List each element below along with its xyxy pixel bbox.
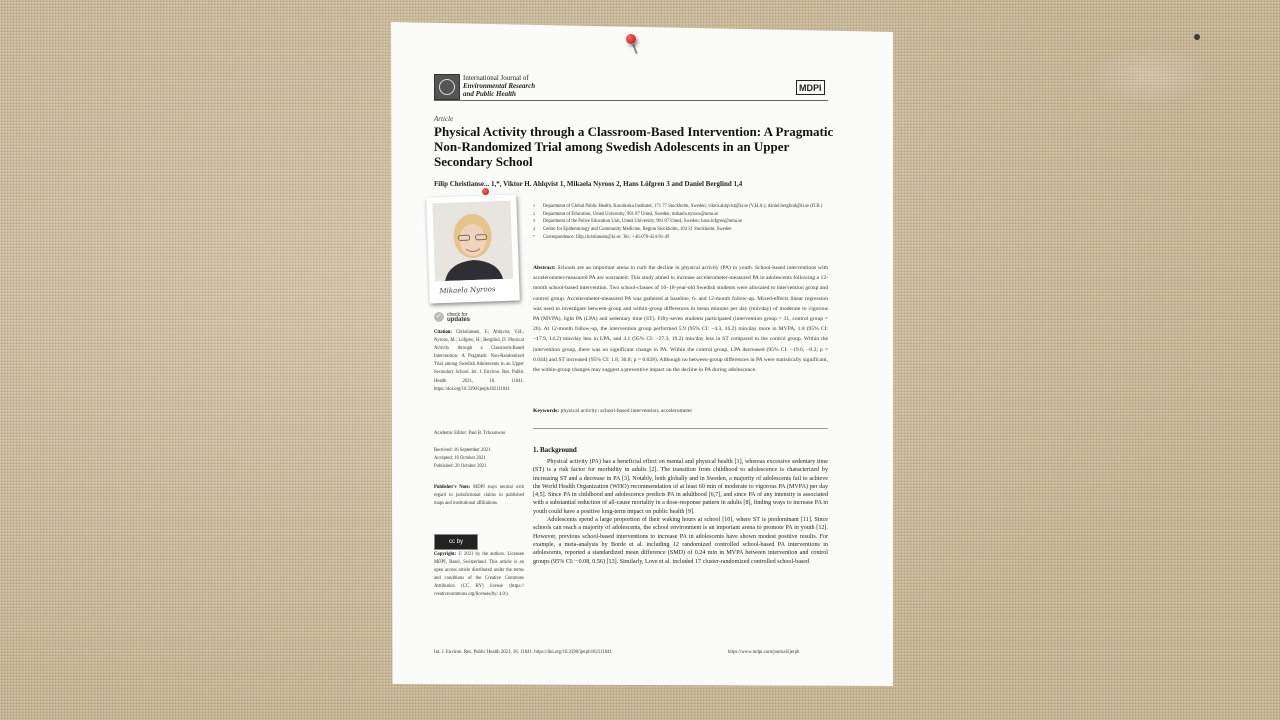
photo-signature: Mikaela Nyroos — [439, 285, 496, 296]
check-updates-line2: updates — [447, 317, 471, 323]
publisher-note — [434, 484, 524, 508]
check-updates-line1: check for — [447, 312, 468, 318]
dates-block — [434, 447, 524, 471]
photo-pushpin-icon — [482, 188, 489, 195]
journal-logo-icon — [434, 74, 460, 100]
citation-label: Citation: — [434, 330, 452, 335]
journal-name-line2: Environmental Research — [463, 82, 536, 90]
abstract-text: Schools are an important arena to curb the decline in physical activity (PA) in youth. School-based interventions with accelerometer-measured PA are warranted. This study aimed to increase accelerometer-measured PA in adolescents following a 12-month school-based intervention. Two school-classes of 16–18-year-old Swedish students were allocated to intervention group and control group. Accelerometer-measured PA was gathered at baseline, 6- and 12-month follow-up. Mixed-effects linear regression was used to investigate between-group and within-group differences in mean minutes per day (min/day) of moderate to vigorous PA (MVPA), light PA (LPA) and sedentary time (ST). Fifty-seven students participated (intervention group = 31, control group = 26). At 12-month follow-up, the intervention group performed 5.9 (95% CI: −4.3, 16.2) min/day more in MVPA, 1.8 (95% CI: −17.9, 14.2) min/day less in LPA, and 4.1 (95% CI: −27.3, 19.2) min/day less in ST compared to the control group. Within the intervention group, there was no significant change in PA. Within the control group, LPA decreased (95% CI: −19.6, −0.2; p = 0.044) and ST increased (95% CI: 1.8, 30.8; p = 0.028). Although no between-group differences in PA were statistically significant, the within-group changes may suggest a preventive impact on the decline in PA during adolescence. — [533, 265, 828, 374]
journal-name — [463, 74, 535, 98]
footer-citation: Int. J. Environ. Res. Public Health 2021, 18, 11041. https://doi.org/10.3390/ijerph182111041 — [434, 650, 612, 655]
publisher-note-label: Publisher's Note: — [434, 485, 471, 490]
copyright-block — [434, 551, 524, 600]
copyright-label: Copyright: — [434, 552, 457, 557]
academic-editor: Academic Editor: Paul B. Tchounwou — [434, 431, 506, 436]
citation-text: Christiansen, F.; Ahlqvist, V.H.; Nyroos, M.; Löfgren, H.; Berglind, D. Physical Activity through a Classroom-Based Intervention: A Pragmatic Non-Randomized Trial among Swedish Adolescents in an Upper Secondary School. Int. J. Environ. Res. Public Health 2021, 18, 11041. https://doi.org/10.3390/ijerph182111041 — [434, 330, 524, 392]
section-heading: 1. Background — [533, 446, 577, 454]
journal-name-line1: International Journal of — [463, 74, 529, 82]
publisher-logo: MDPI — [796, 80, 825, 95]
keywords — [533, 408, 828, 414]
paragraph: Physical activity (PA) has a beneficial effect on mental and physical health [1], whereas excessive sedentary time (ST) is a risk factor for morbidity in adults [2]. The transition from childhood to adolescence is characterized by increasing ST and a decrease in PA [3]. Notably, both globally and in Sweden, a majority of adolescents fail to achieve the World Health Organization (WHO) recommendation of at least 60 min of moderate to vigorous PA (MVPA) per day [4,5]. Since PA in childhood and adolescence predicts PA in adulthood [6,7], and since PA of any intensity is associated with a substantial reduction of all-cause mortality in a dose-response pattern in adults [8], finding ways to increase PA in youth could have a positive long-term impact on public health [9]. — [533, 459, 828, 515]
paper-title: Physical Activity through a Classroom-Based Intervention: A Pragmatic Non-Randomized Trial among Swedish Adolescents in an Upper Secondary School — [434, 124, 834, 169]
affiliation-item: 3 Department of the Police Education Unit, Umeå University, 901 87 Umeå, Sweden; hans.lofgren@umu.se — [533, 218, 743, 225]
cc-by-license-badge[interactable]: cc by — [434, 534, 478, 550]
abstract — [533, 263, 828, 375]
copyright-text: © 2021 by the authors. Licensee MDPI, Basel, Switzerland. This article is an open access article distributed under the terms and conditions of the Creative Commons Attribution (CC BY) license (https:// creativecommons.org/licenses/by/ 4.0/). — [434, 552, 525, 598]
author-list: Filip Christianse... 1,*, Viktor H. Ahlqvist 1, Mikaela Nyroos 2, Hans Löfgren 3 and Daniel Berglind 1,4 — [434, 180, 743, 188]
header-divider — [434, 100, 828, 101]
affiliation-item: 2 Department of Education, Umeå University, 901 87 Umeå, Sweden; mikaela.nyroos@umu.se — [533, 210, 719, 217]
publisher-note-text: MDPI stays neutral with regard to jurisdictional claims in published maps and institutional affiliations. — [434, 485, 524, 507]
paragraph: Adolescents spend a large proportion of their waking hours at school [10], where ST is predominant [11]. Since schools can reach a majority of adolescents, the school environment is an important arena to promote PA in youth [12]. However, previous school-based interventions to increase PA in adolescents have shown modest positive results. For example, a meta-analysis by Borde et al. including 12 randomized controlled school-based PA interventions in adolescents, reported a standardized mean difference (SMD) of 0.24 min in MVPA between intervention and control groups (95% CI: −0.08, 0.56) [13]. Similarly, Love et al. included 17 cluster-randomized controlled school-based — [533, 517, 828, 565]
published-date: Published: 20 October 2021 — [434, 464, 487, 470]
correspondence-item: * Correspondence: filip.christiansen@ki.se; Tel.: +46-070-424-91-49 — [533, 233, 670, 240]
footer-journal-url[interactable]: https://www.mdpi.com/journal/ijerph — [728, 650, 800, 655]
article-type: Article — [434, 115, 454, 123]
keywords-text: physical activity; school-based intervention; accelerometer — [560, 408, 693, 414]
affiliation-item: 4 Centre for Epidemiology and Community Medicine, Region Stockholm, 104 31 Stockholm, Sweden — [533, 226, 732, 233]
body-text — [533, 458, 828, 566]
citation-block — [434, 329, 524, 394]
check-for-updates-badge[interactable] — [434, 313, 470, 323]
affiliation-item: 1 Department of Global Public Health, Karolinska Institutet, 171 77 Stockholm, Sweden; viktor.ahlqvist@ki.se (V.H.A.); daniel.berglind@ki.se (D.B.) — [533, 203, 823, 209]
keywords-divider — [533, 428, 828, 429]
board-light-spot — [1090, 45, 1210, 105]
abstract-label: Abstract: — [533, 265, 556, 271]
keywords-label: Keywords: — [533, 408, 560, 414]
received-date: Received: 16 September 2021 — [434, 448, 491, 453]
small-tack — [1194, 34, 1200, 40]
affiliations-list — [533, 203, 828, 242]
portrait-image — [432, 201, 513, 282]
journal-name-line3: and Public Health — [463, 90, 516, 98]
red-pushpin-icon — [626, 34, 636, 44]
polaroid-photo — [426, 194, 520, 303]
accepted-date: Accepted: 16 October 2021 — [434, 456, 486, 462]
